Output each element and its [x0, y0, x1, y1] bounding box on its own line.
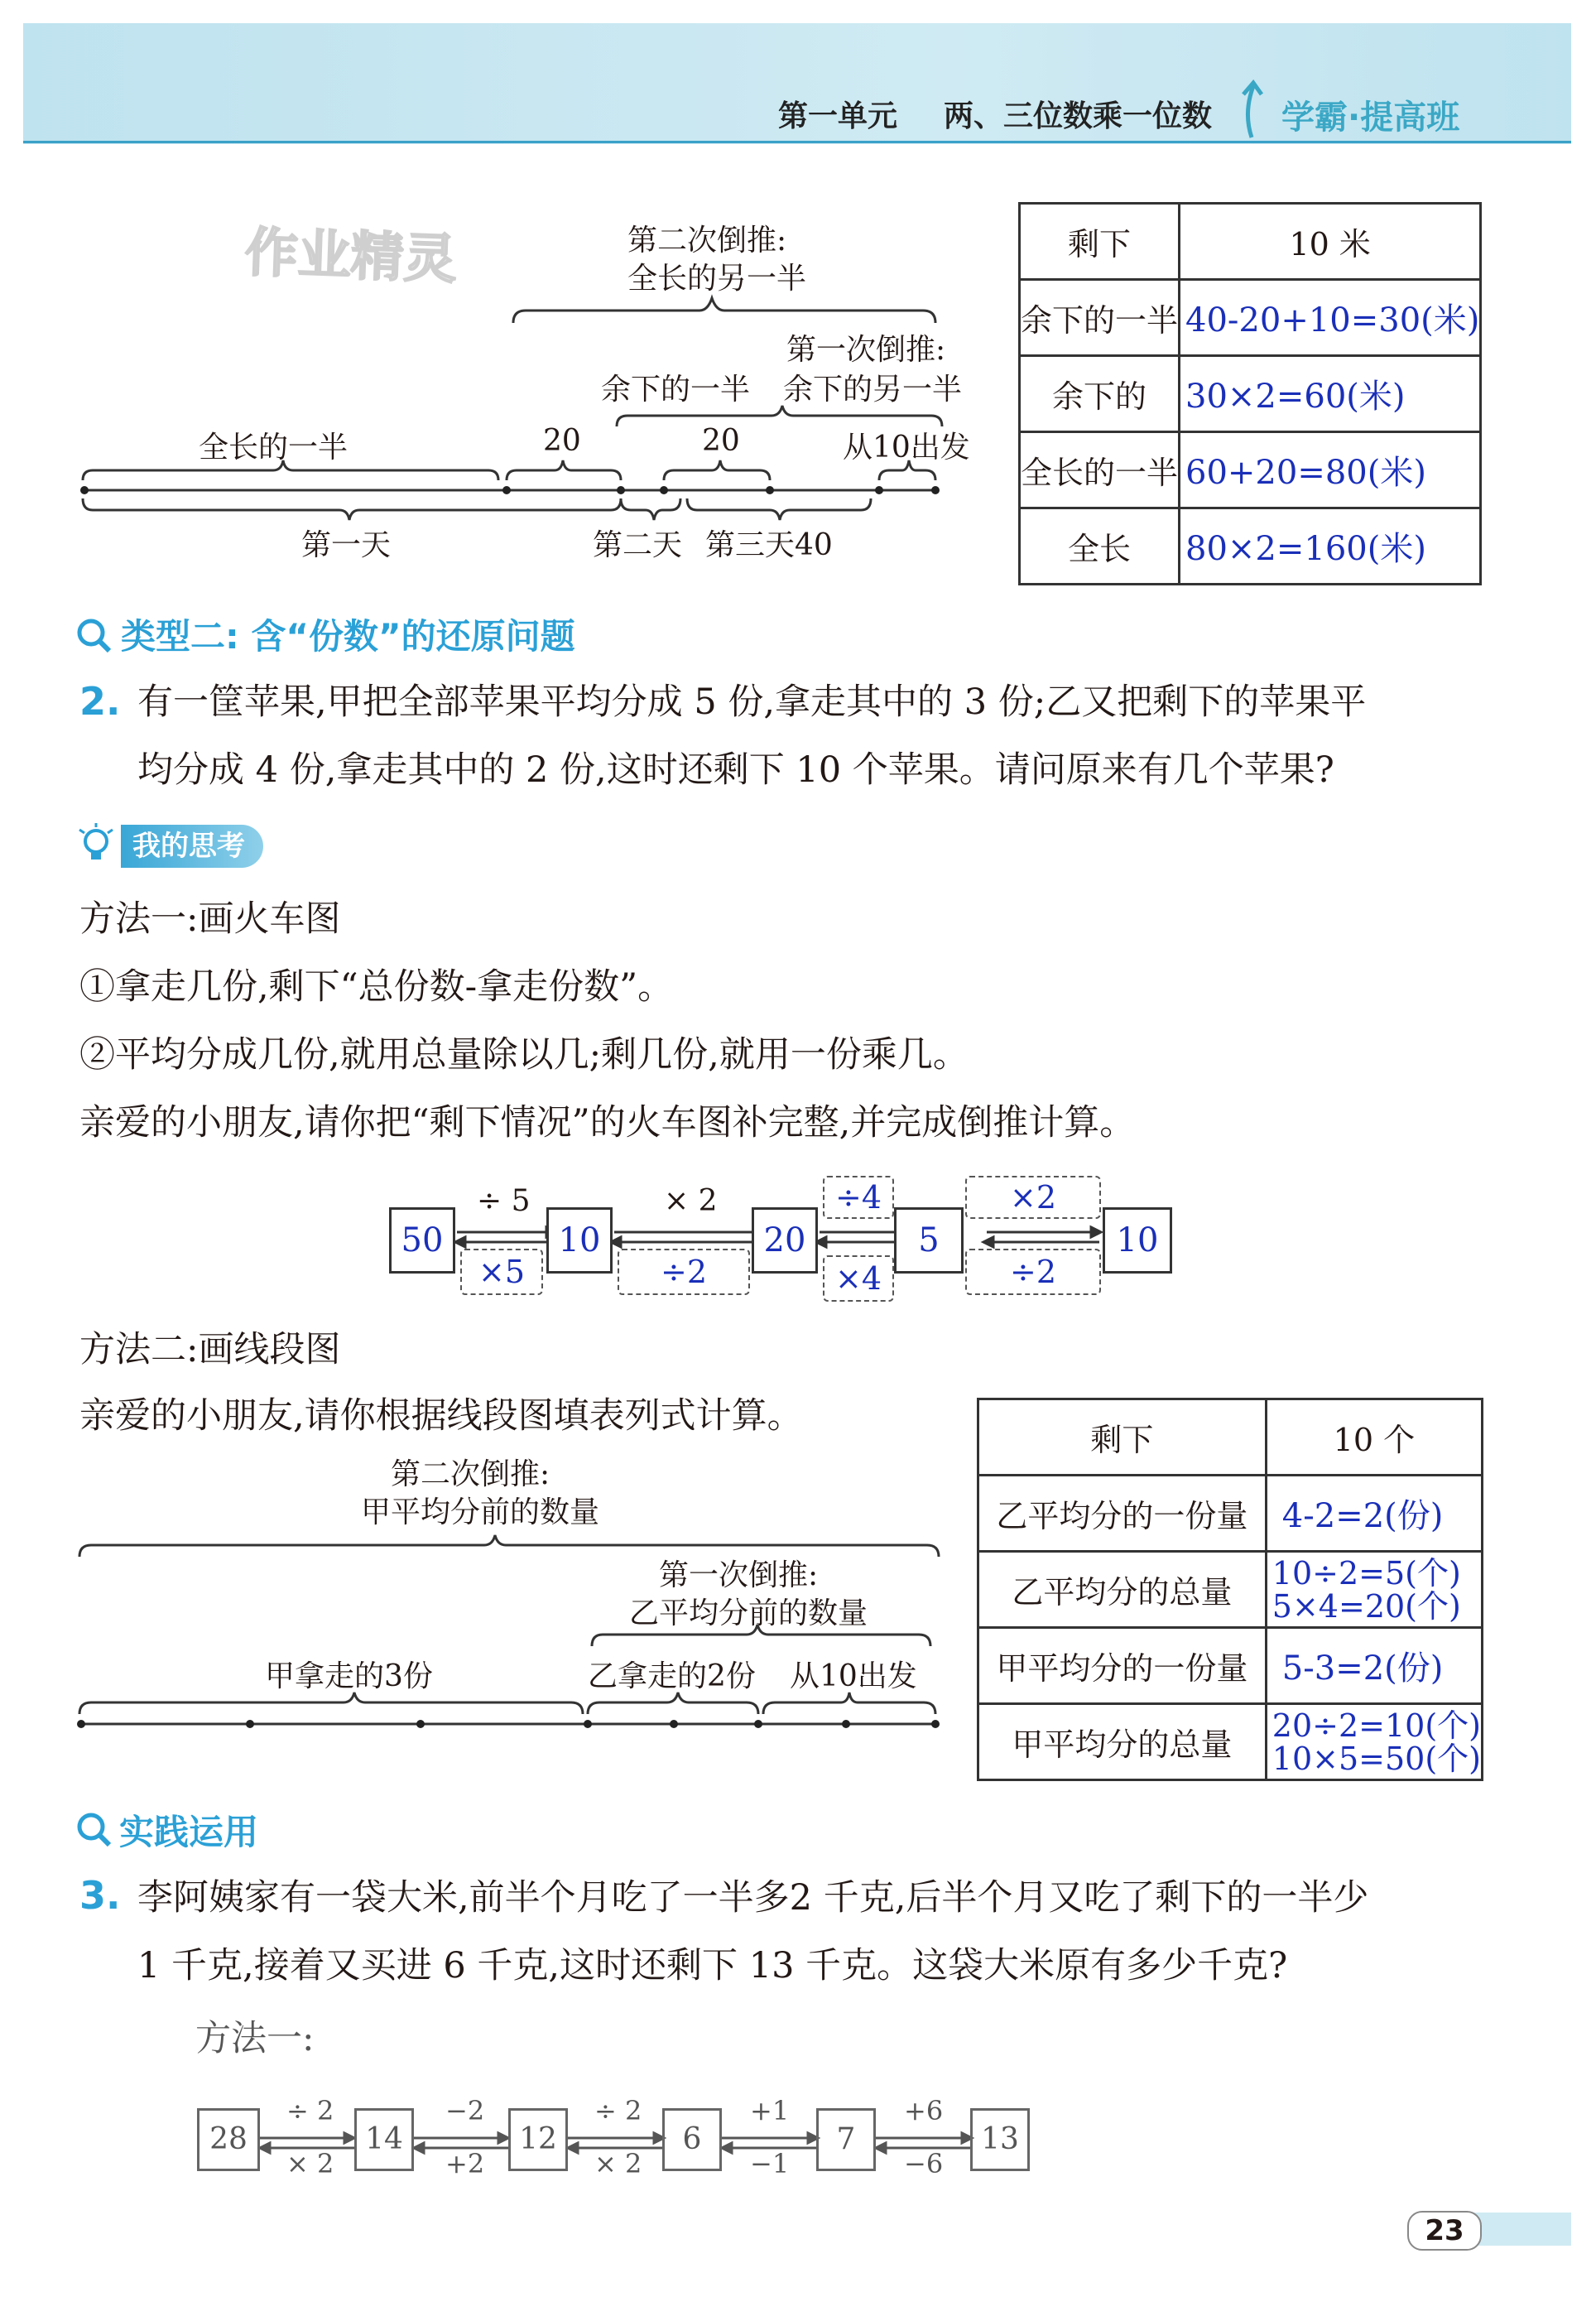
train-box: 5 — [894, 1207, 964, 1274]
table-cell: 剩下 — [1020, 204, 1180, 280]
watermark: 作业精灵 — [243, 222, 459, 291]
table-row — [1020, 280, 1481, 356]
answer-op-top: ÷4 — [823, 1176, 894, 1219]
method-1-title: 方法一:画火车图 — [79, 898, 341, 940]
op-top: +6 — [904, 2095, 944, 2126]
train-box: 28 — [197, 2108, 260, 2171]
rest-other-half-label: 余下的另一半 — [783, 373, 963, 407]
table-row — [1020, 356, 1481, 432]
question-text-line: 李阿姨家有一袋大米,前半个月吃了一半多2 千克,后半个月又吃了剩下的一半少 — [137, 1877, 1369, 1919]
train-box: 10 — [546, 1207, 613, 1274]
twenty-label-b: 20 — [702, 424, 740, 458]
train-box: 20 — [752, 1207, 818, 1274]
tip-1: ①拿走几份,剩下“总份数-拿走份数”。 — [79, 966, 674, 1008]
answer-op-bottom: ÷2 — [618, 1249, 750, 1295]
yi-take-label: 乙拿走的2份 — [588, 1659, 756, 1693]
section-title-type-2: 类型二: 含“份数”的还原问题 — [121, 616, 575, 657]
jia-before-label: 甲平均分前的数量 — [361, 1495, 600, 1529]
answer-op-top: ×2 — [965, 1176, 1101, 1219]
train-box: 50 — [389, 1207, 455, 1274]
op-top: +1 — [750, 2095, 790, 2126]
op-top: ÷ 5 — [477, 1184, 531, 1218]
op-top: ÷ 2 — [594, 2095, 642, 2126]
section-title-practice: 实践运用 — [119, 1812, 259, 1852]
op-top: × 2 — [664, 1184, 718, 1218]
answer-cell — [1266, 1704, 1482, 1780]
first-backward-label: 第一次倒推: — [786, 333, 946, 367]
question-number: 3. — [79, 1873, 121, 1918]
day-three-label: 第三天40 — [705, 528, 833, 562]
train-box: 12 — [508, 2108, 568, 2171]
table-cell: 全长的一半 — [1020, 432, 1180, 508]
answer-cell: 80×2=160(米) — [1180, 508, 1481, 585]
question-text-line: 均分成 4 份,拿走其中的 2 份,这时还剩下 10 个苹果。请问原来有几个苹果? — [137, 749, 1334, 791]
table-cell: 甲平均分的总量 — [978, 1704, 1267, 1780]
answer-op-bottom: ×5 — [460, 1249, 543, 1295]
table-row — [978, 1628, 1483, 1704]
page-number: 23 — [1407, 2211, 1482, 2251]
table-cell: 10 个 — [1266, 1399, 1482, 1476]
unit-label: 第一单元 — [778, 99, 898, 133]
table-row — [978, 1399, 1483, 1476]
chapter-title: 两、三位数乘一位数 — [944, 99, 1213, 133]
train-box: 14 — [354, 2108, 414, 2171]
table-cell: 全长 — [1020, 508, 1180, 585]
full-half-label: 全长的一半 — [199, 431, 349, 465]
answer-op-bottom: ÷2 — [965, 1249, 1101, 1295]
start-ten-label: 从10出发 — [790, 1659, 917, 1693]
second-backward-label: 第二次倒推: — [391, 1457, 550, 1491]
table-cell: 乙平均分的一份量 — [978, 1476, 1267, 1552]
op-top: −2 — [445, 2095, 485, 2126]
yi-before-label: 乙平均分前的数量 — [629, 1596, 868, 1630]
table-cell: 剩下 — [978, 1399, 1267, 1476]
method-2-prompt: 亲爱的小朋友,请你根据线段图填表列式计算。 — [79, 1395, 803, 1437]
answer-cell — [1266, 1552, 1482, 1628]
brand-logo: 学霸·提高班 — [1281, 99, 1460, 137]
answer-line: 20÷2=10(个) — [1272, 1707, 1481, 1744]
rest-half-label: 余下的一半 — [601, 373, 751, 407]
table-cell: 乙平均分的总量 — [978, 1552, 1267, 1628]
header-rule — [23, 141, 1571, 143]
table-row — [1020, 508, 1481, 585]
method-1-prompt: 亲爱的小朋友,请你把“剩下情况”的火车图补完整,并完成倒推计算。 — [79, 1102, 1136, 1144]
answer-cell: 4-2=2(份) — [1266, 1476, 1482, 1552]
answer-line: 10÷2=5(个) — [1272, 1554, 1461, 1591]
answer-cell: 40-20+10=30(米) — [1180, 280, 1481, 356]
table-row — [978, 1552, 1483, 1628]
footer-band — [1473, 2213, 1571, 2246]
train-box: 7 — [816, 2108, 876, 2171]
first-backward-label: 第一次倒推: — [659, 1558, 819, 1592]
jia-take-label: 甲拿走的3份 — [265, 1659, 433, 1693]
op-top: ÷ 2 — [286, 2095, 334, 2126]
table-1 — [1018, 202, 1482, 585]
method-2-title: 方法二:画线段图 — [79, 1329, 341, 1370]
full-other-half-label: 全长的另一半 — [627, 262, 807, 296]
lightbulb-icon — [76, 823, 116, 866]
my-thinking-tag: 我的思考 — [121, 825, 263, 868]
train-box: 10 — [1103, 1207, 1172, 1274]
table-cell: 余下的一半 — [1020, 280, 1180, 356]
answer-cell: 30×2=60(米) — [1180, 356, 1481, 432]
op-bottom: −6 — [904, 2148, 944, 2179]
table-cell: 10 米 — [1180, 204, 1481, 280]
method-1-label: 方法一: — [195, 2018, 315, 2059]
train-box: 6 — [662, 2108, 722, 2171]
answer-op-bottom: ×4 — [823, 1255, 894, 1302]
answer-line: 5×4=20(个) — [1272, 1587, 1461, 1625]
twenty-label-a: 20 — [543, 424, 581, 458]
table-2 — [977, 1398, 1483, 1781]
table-row — [1020, 432, 1481, 508]
op-bottom: −1 — [750, 2148, 790, 2179]
answer-line: 10×5=50(个) — [1272, 1740, 1481, 1777]
table-row — [978, 1704, 1483, 1780]
op-bottom: × 2 — [286, 2148, 334, 2179]
day-two-label: 第二天 — [593, 528, 683, 562]
op-bottom: +2 — [445, 2148, 485, 2179]
op-bottom: × 2 — [594, 2148, 642, 2179]
question-text-line: 1 千克,接着又买进 6 千克,这时还剩下 13 千克。这袋大米原有多少千克? — [137, 1945, 1288, 1986]
answer-cell: 5-3=2(份) — [1266, 1628, 1482, 1704]
arrow-icon — [1235, 79, 1285, 142]
table-row — [1020, 204, 1481, 280]
table-row — [978, 1476, 1483, 1552]
answer-cell: 60+20=80(米) — [1180, 432, 1481, 508]
question-text-line: 有一筐苹果,甲把全部苹果平均分成 5 份,拿走其中的 3 份;乙又把剩下的苹果平 — [137, 681, 1367, 723]
magnifier-icon — [75, 1810, 113, 1848]
day-one-label: 第一天 — [301, 528, 392, 562]
tip-2: ②平均分成几份,就用总量除以几;剩几份,就用一份乘几。 — [79, 1034, 969, 1076]
question-number: 2. — [79, 679, 121, 724]
start-ten-label: 从10出发 — [843, 431, 970, 465]
magnifier-icon — [75, 616, 113, 654]
second-backward-label: 第二次倒推: — [627, 224, 787, 258]
table-cell: 甲平均分的一份量 — [978, 1628, 1267, 1704]
train-box: 13 — [970, 2108, 1030, 2171]
table-cell: 余下的 — [1020, 356, 1180, 432]
